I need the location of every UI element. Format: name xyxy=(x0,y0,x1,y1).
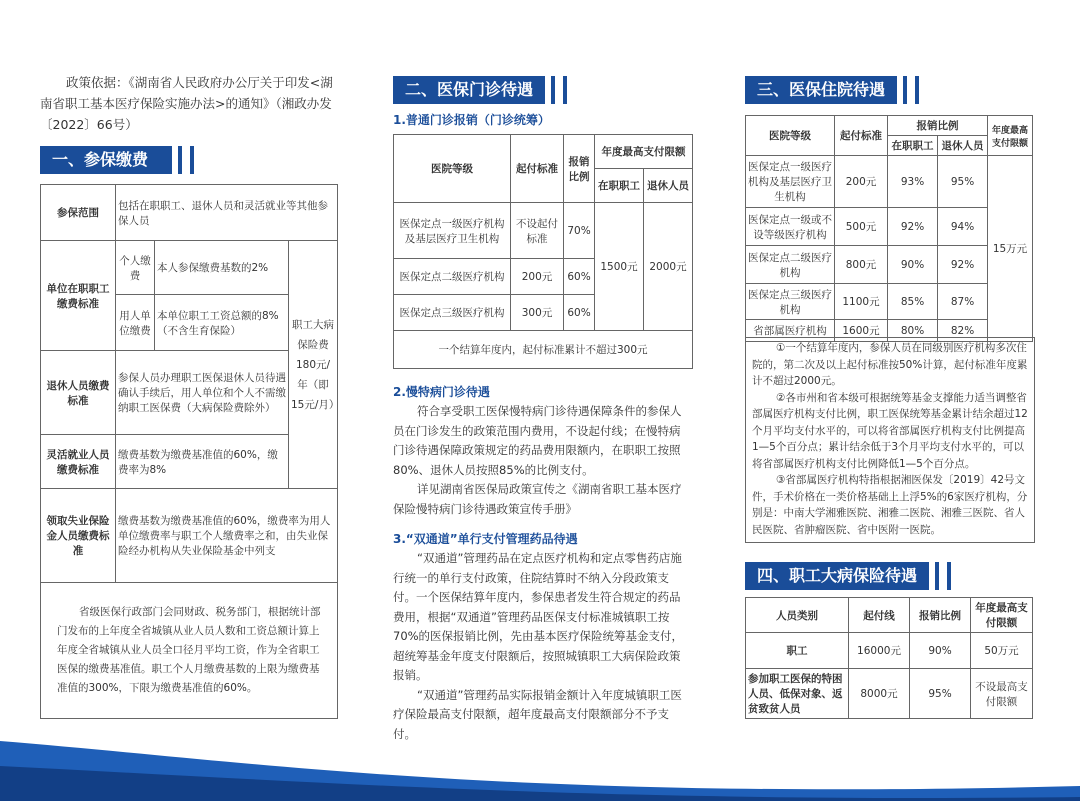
cell-retired: 参保人员办理职工医保退休人员待遇确认手续后，用人单位和个人不需缴纳职工医保费（大病保险费除外） xyxy=(116,351,289,435)
cell-start: 16000元 xyxy=(849,633,910,669)
cell-retire: 94% xyxy=(938,208,988,246)
header-level: 医院等级 xyxy=(394,135,511,203)
cell-ratio: 60% xyxy=(564,259,595,295)
cell-ratio: 95% xyxy=(910,669,971,719)
header-work: 在职职工 xyxy=(888,136,938,156)
dual-channel-limit: “双通道”管理药品实际报销金额计入年度城镇职工医疗保险最高支付限额，超年度最高支付限额部分不予支付。 xyxy=(393,687,682,741)
dual-channel-paragraph: “双通道”管理药品在定点医疗机构和定点零售药店施行统一的单行支付政策，住院结算时不纳入分段政策支付。一个医保结算年度内，参保患者发生符合规定的药品费用，根据“双通道”管理药品医保支付标准城镇职工按70%的医保报销比例，先由基本医疗保险统筹基金支付，超统筹基金年度支付限额后，按照城镇职工大病保险政策报销。 xyxy=(393,551,684,682)
cell-start: 300元 xyxy=(511,295,564,331)
cell-type: 职工 xyxy=(746,633,849,669)
chronic-paragraph: 符合享受职工医保慢特病门诊待遇保障条件的参保人员在门诊发生的政策范围内费用，不设起付线；在慢特病门诊待遇保障政策规定的药品费用限额内，在职职工按照80%、退休人员按照85%的比例支付。 xyxy=(393,404,682,477)
row-header-unemployed: 领取失业保险金人员缴费标准 xyxy=(41,489,116,583)
note-1: ①一个结算年度内，参保人员在同级别医疗机构多次住院的，第二次及以上起付标准按50%计算，起付标准年度累计不超过2000元。 xyxy=(752,342,1028,387)
header-start: 起付线 xyxy=(849,598,910,633)
outpatient-table xyxy=(393,134,693,369)
cell-work: 93% xyxy=(888,156,938,208)
cell-work: 92% xyxy=(888,208,938,246)
header-level: 医院等级 xyxy=(746,116,835,156)
inpatient-table xyxy=(745,115,1033,342)
cell-limit: 50万元 xyxy=(971,633,1033,669)
row-header-employee: 单位在职职工缴费标准 xyxy=(41,241,116,351)
subtitle-dual-channel: 3.“双通道”单行支付管理药品待遇 xyxy=(393,532,578,546)
cell-retire: 87% xyxy=(938,284,988,320)
cell-start: 1100元 xyxy=(835,284,888,320)
section-title-2: 二、医保门诊待遇 xyxy=(393,76,545,104)
header-type: 人员类别 xyxy=(746,598,849,633)
cell-serious-illness-fee: 职工大病保险费180元/年（即15元/月） xyxy=(289,241,338,489)
header-ratio: 报销比例 xyxy=(564,135,595,203)
cell-personal-value: 本人参保缴费基数的2% xyxy=(155,241,289,295)
subtitle-outpatient: 1.普通门诊报销（门诊统筹） xyxy=(393,113,550,127)
cell-start: 1600元 xyxy=(835,320,888,342)
note-2: ②各市州和省本级可根据统筹基金支撑能力适当调整省部属医疗机构支付比例，职工医保统筹基金累计结余超过12个月平均支付水平的，可以将省部属医疗机构支付比例提高1—5个百分点；累计结余低于3个月平均支付水平的，可以将省部属医疗机构支付比例降低1—5个百分点。 xyxy=(752,391,1028,470)
section-title-3: 三、医保住院待遇 xyxy=(745,76,897,104)
section-title-4: 四、职工大病保险待遇 xyxy=(745,562,929,590)
cell-start: 8000元 xyxy=(849,669,910,719)
outpatient-footnote: 一个结算年度内，起付标准累计不超过300元 xyxy=(394,331,693,369)
cell-scope: 包括在职职工、退休人员和灵活就业等其他参保人员 xyxy=(116,185,338,241)
row-header-scope: 参保范围 xyxy=(41,185,116,241)
cell-retire: 95% xyxy=(938,156,988,208)
cell-start: 500元 xyxy=(835,208,888,246)
header-limit: 年度最高支付限额 xyxy=(971,598,1033,633)
cell-level: 医保定点二级医疗机构 xyxy=(394,259,511,295)
cell-ratio: 90% xyxy=(910,633,971,669)
cell-level: 医保定点三级医疗机构 xyxy=(746,284,835,320)
row-header-flexible: 灵活就业人员缴费标准 xyxy=(41,435,116,489)
note-3: ③省部属医疗机构特指根据湘医保发〔2019〕42号文件，手术价格在一类价格基础上上浮5%的6家医疗机构，分别是：中南大学湘雅医院、湘雅二医院、湘雅三医院、省人民医院、省肿瘤医院、省中医附一医院。 xyxy=(752,474,1028,536)
contribution-note: 省级医保行政部门会同财政、税务部门，根据统计部门发布的上年度全省城镇从业人员人数和工资总额计算上年度全省城镇从业人员全口径月平均工资，作为全省职工医保的缴费基准值。职工个人月缴费基数的上限为缴费基准值的300%，下限为缴费基准值的60%。 xyxy=(41,583,338,719)
header-start: 起付标准 xyxy=(835,116,888,156)
cell-level: 医保定点一级医疗机构及基层医疗卫生机构 xyxy=(394,203,511,259)
cell-ratio: 70% xyxy=(564,203,595,259)
cell-start: 200元 xyxy=(511,259,564,295)
cell-work: 85% xyxy=(888,284,938,320)
chronic-reference: 详见湖南省医保局政策宣传之《湖南省职工基本医疗保险慢特病门诊待遇政策宣传手册》 xyxy=(393,482,682,516)
cell-limit: 不设最高支付限额 xyxy=(971,669,1033,719)
cell-level: 医保定点一级医疗机构及基层医疗卫生机构 xyxy=(746,156,835,208)
header-retire: 退休人员 xyxy=(644,169,693,203)
section-title-1: 一、参保缴费 xyxy=(40,146,172,174)
cell-limit-retire: 2000元 xyxy=(644,203,693,331)
policy-basis: 政策依据：《湖南省人民政府办公厅关于印发<湖南省职工基本医疗保险实施办法>的通知》（湘政办发〔2022〕66号） xyxy=(40,75,333,132)
cell-level: 医保定点三级医疗机构 xyxy=(394,295,511,331)
cell-ratio: 60% xyxy=(564,295,595,331)
header-limit: 年度最高支付限额 xyxy=(988,116,1033,156)
header-work: 在职职工 xyxy=(595,169,644,203)
cell-unemployed: 缴费基数为缴费基准值的60%，缴费率为用人单位缴费率与职工个人缴费率之和，由失业保险经办机构从失业保险基金中列支 xyxy=(116,489,338,583)
chronic-text xyxy=(393,402,690,519)
cell-limit: 15万元 xyxy=(988,156,1033,342)
cell-level: 省部属医疗机构 xyxy=(746,320,835,342)
subtitle-chronic: 2.慢特病门诊待遇 xyxy=(393,385,490,399)
cell-personal-label: 个人缴费 xyxy=(116,241,155,295)
cell-level: 医保定点二级医疗机构 xyxy=(746,246,835,284)
cell-retire: 92% xyxy=(938,246,988,284)
inpatient-notes xyxy=(745,337,1035,543)
cell-type: 参加职工医保的特困人员、低保对象、返贫致贫人员 xyxy=(746,669,849,719)
header-ratio: 报销比例 xyxy=(888,116,988,136)
header-start: 起付标准 xyxy=(511,135,564,203)
header-ratio: 报销比例 xyxy=(910,598,971,633)
contribution-table xyxy=(40,184,338,719)
cell-employer-label: 用人单位缴费 xyxy=(116,295,155,351)
bottom-wave-decoration xyxy=(0,731,1080,801)
cell-work: 90% xyxy=(888,246,938,284)
header-retire: 退休人员 xyxy=(938,136,988,156)
row-header-retired: 退休人员缴费标准 xyxy=(41,351,116,435)
cell-work: 80% xyxy=(888,320,938,342)
cell-start: 200元 xyxy=(835,156,888,208)
cell-retire: 82% xyxy=(938,320,988,342)
cell-limit-work: 1500元 xyxy=(595,203,644,331)
header-limit: 年度最高支付限额 xyxy=(595,135,693,169)
cell-employer-value: 本单位职工工资总额的8%（不含生育保险） xyxy=(155,295,289,351)
cell-start: 800元 xyxy=(835,246,888,284)
serious-illness-table xyxy=(745,597,1033,719)
cell-start: 不设起付标准 xyxy=(511,203,564,259)
cell-flexible: 缴费基数为缴费基准值的60%，缴费率为8% xyxy=(116,435,289,489)
dual-channel-text xyxy=(393,549,690,744)
cell-level: 医保定点一级或不设等级医疗机构 xyxy=(746,208,835,246)
